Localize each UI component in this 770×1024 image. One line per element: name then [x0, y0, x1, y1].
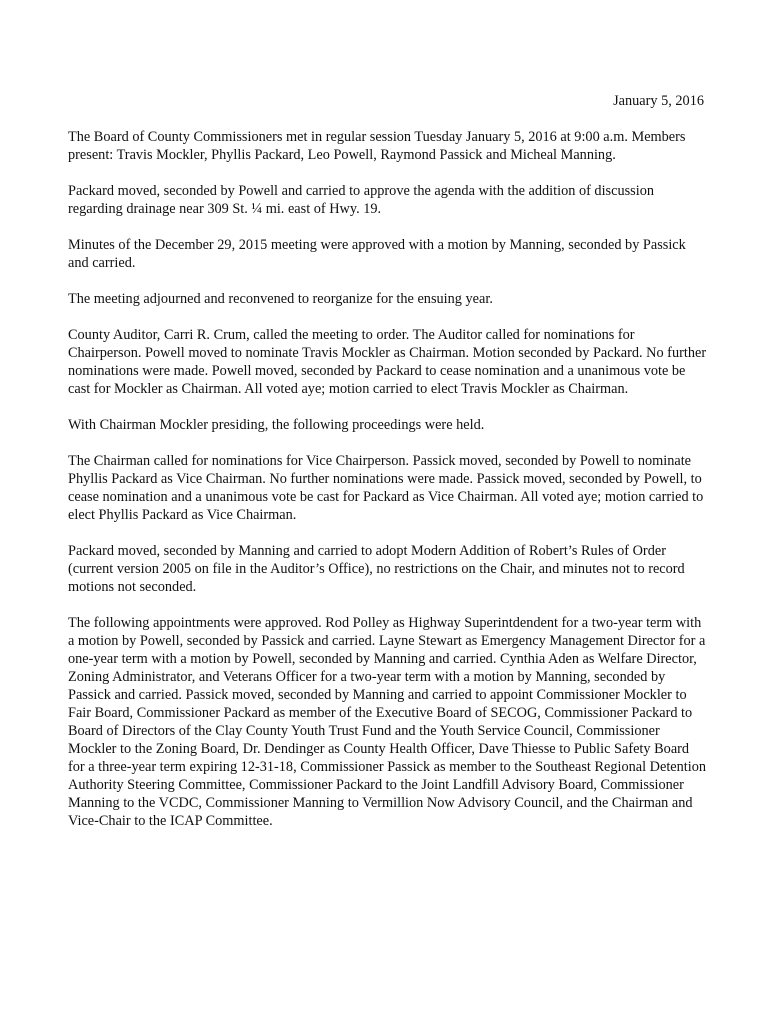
paragraph-chairman-presiding: With Chairman Mockler presiding, the following proceedings were held. [68, 417, 485, 433]
meeting-date: January 5, 2016 [613, 93, 704, 109]
paragraph-minutes-approval: Minutes of the December 29, 2015 meeting were approved with a motion by Manning, seconded by Passick and carried. [68, 237, 686, 271]
meeting-minutes [68, 92, 708, 830]
paragraph-chairman-election: County Auditor, Carri R. Crum, called the meeting to order. The Auditor called for nominations for Chairperson. Powell moved to nominate Travis Mockler as Chairman. Motion seconded by Packard. No further nominations were made. Powell moved, seconded by Packard to cease nomination and a unanimous vote be cast for Mockler as Chairman. All voted aye; motion carried to elect Travis Mockler as Chairman. [68, 327, 707, 397]
paragraph-appointments: The following appointments were approved. Rod Polley as Highway Superintdendent for a two-year term with a motion by Powell, seconded by Passick and carried. Layne Stewart as Emergency Management Director for a one-year term with a motion by Powell, seconded by Manning and carried. Cynthia Aden as Welfare Director, Zoning Administrator, and Veterans Officer for a two-year term with a motion by Manning, seconded by Passick and carried. Passick moved, seconded by Manning and carried to appoint Commissioner Mockler to Fair Board, Commissioner Packard as member of the Executive Board of SECOG, Commissioner Packard to Board of Directors of the Clay County Youth Trust Fund and the Youth Service Council, Commissioner Mockler to the Zoning Board, Dr. Dendinger as County Health Officer, Dave Thiesse to Public Safety Board for a three-year term expiring 12-31-18, Commissioner Passick as member to the Southeast Regional Detention Authority Steering Committee, Commissioner Packard to the Joint Landfill Advisory Board, Commissioner Manning to the VCDC, Commissioner Manning to Vermillion Now Advisory Council, and the Chairman and Vice-Chair to the ICAP Committee. [68, 615, 707, 829]
paragraph-vice-chairman-election: The Chairman called for nominations for Vice Chairperson. Passick moved, seconded by Powell to nominate Phyllis Packard as Vice Chairman. No further nominations were made. Passick moved, seconded by Powell, to cease nomination and a unanimous vote be cast for Packard as Vice Chairman. All voted aye; motion carried to elect Phyllis Packard as Vice Chairman. [68, 453, 704, 523]
paragraph-session-opening: The Board of County Commissioners met in regular session Tuesday January 5, 2016 at 9:00 a.m. Members present: Travis Mockler, Phyllis Packard, Leo Powell, Raymond Passick and Micheal Manning. [68, 129, 686, 163]
paragraph-agenda-approval: Packard moved, seconded by Powell and carried to approve the agenda with the addition of discussion regarding drainage near 309 St. ¼ mi. east of Hwy. 19. [68, 183, 655, 217]
paragraph-adjourn-reconvene: The meeting adjourned and reconvened to reorganize for the ensuing year. [68, 291, 493, 307]
paragraph-rules-of-order: Packard moved, seconded by Manning and carried to adopt Modern Addition of Robert’s Rules of Order (current version 2005 on file in the Auditor’s Office), no restrictions on the Chair, and minutes not to record motions not seconded. [68, 543, 685, 595]
